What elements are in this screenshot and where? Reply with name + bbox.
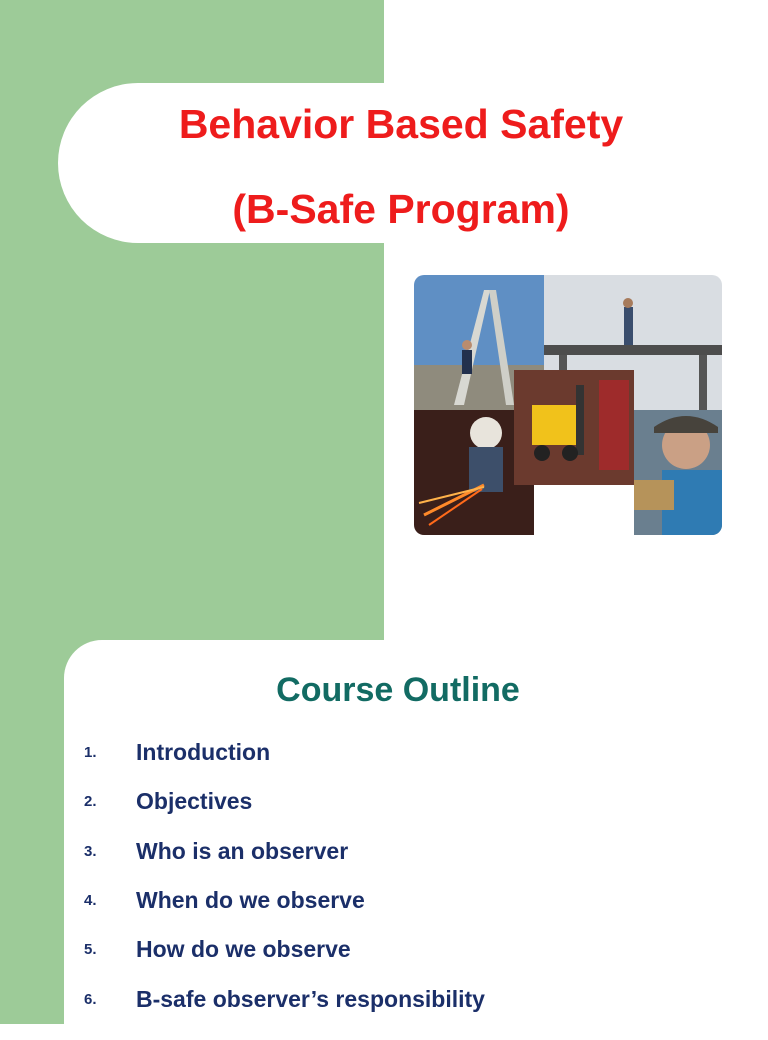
safety-photo-collage — [414, 275, 722, 535]
outline-item-text: How do we observe — [136, 936, 351, 963]
outline-item — [84, 728, 485, 777]
outline-item-text: Objectives — [136, 788, 253, 815]
outline-item-text: When do we observe — [136, 887, 365, 914]
outline-item-text: B-safe observer’s responsibility — [136, 985, 485, 1012]
outline-item-number: 6. — [84, 990, 97, 1008]
slide-subtitle: (B-Safe Program) — [232, 186, 570, 232]
course-outline-list — [84, 728, 485, 1024]
outline-item — [84, 876, 485, 925]
outline-item-number: 3. — [84, 842, 97, 860]
outline-item-text: Introduction — [136, 739, 271, 766]
outline-item-text: Who is an observer — [136, 837, 349, 864]
outline-item — [84, 777, 485, 826]
outline-item — [84, 827, 485, 876]
outline-item-number: 5. — [84, 941, 97, 959]
course-outline-heading: Course Outline — [276, 671, 520, 709]
outline-item-number: 4. — [84, 892, 97, 910]
outline-item-number: 2. — [84, 793, 97, 811]
outline-item — [84, 974, 485, 1023]
slide-title: Behavior Based Safety — [178, 101, 624, 147]
outline-item-number: 1. — [84, 744, 97, 762]
outline-item — [84, 925, 485, 974]
